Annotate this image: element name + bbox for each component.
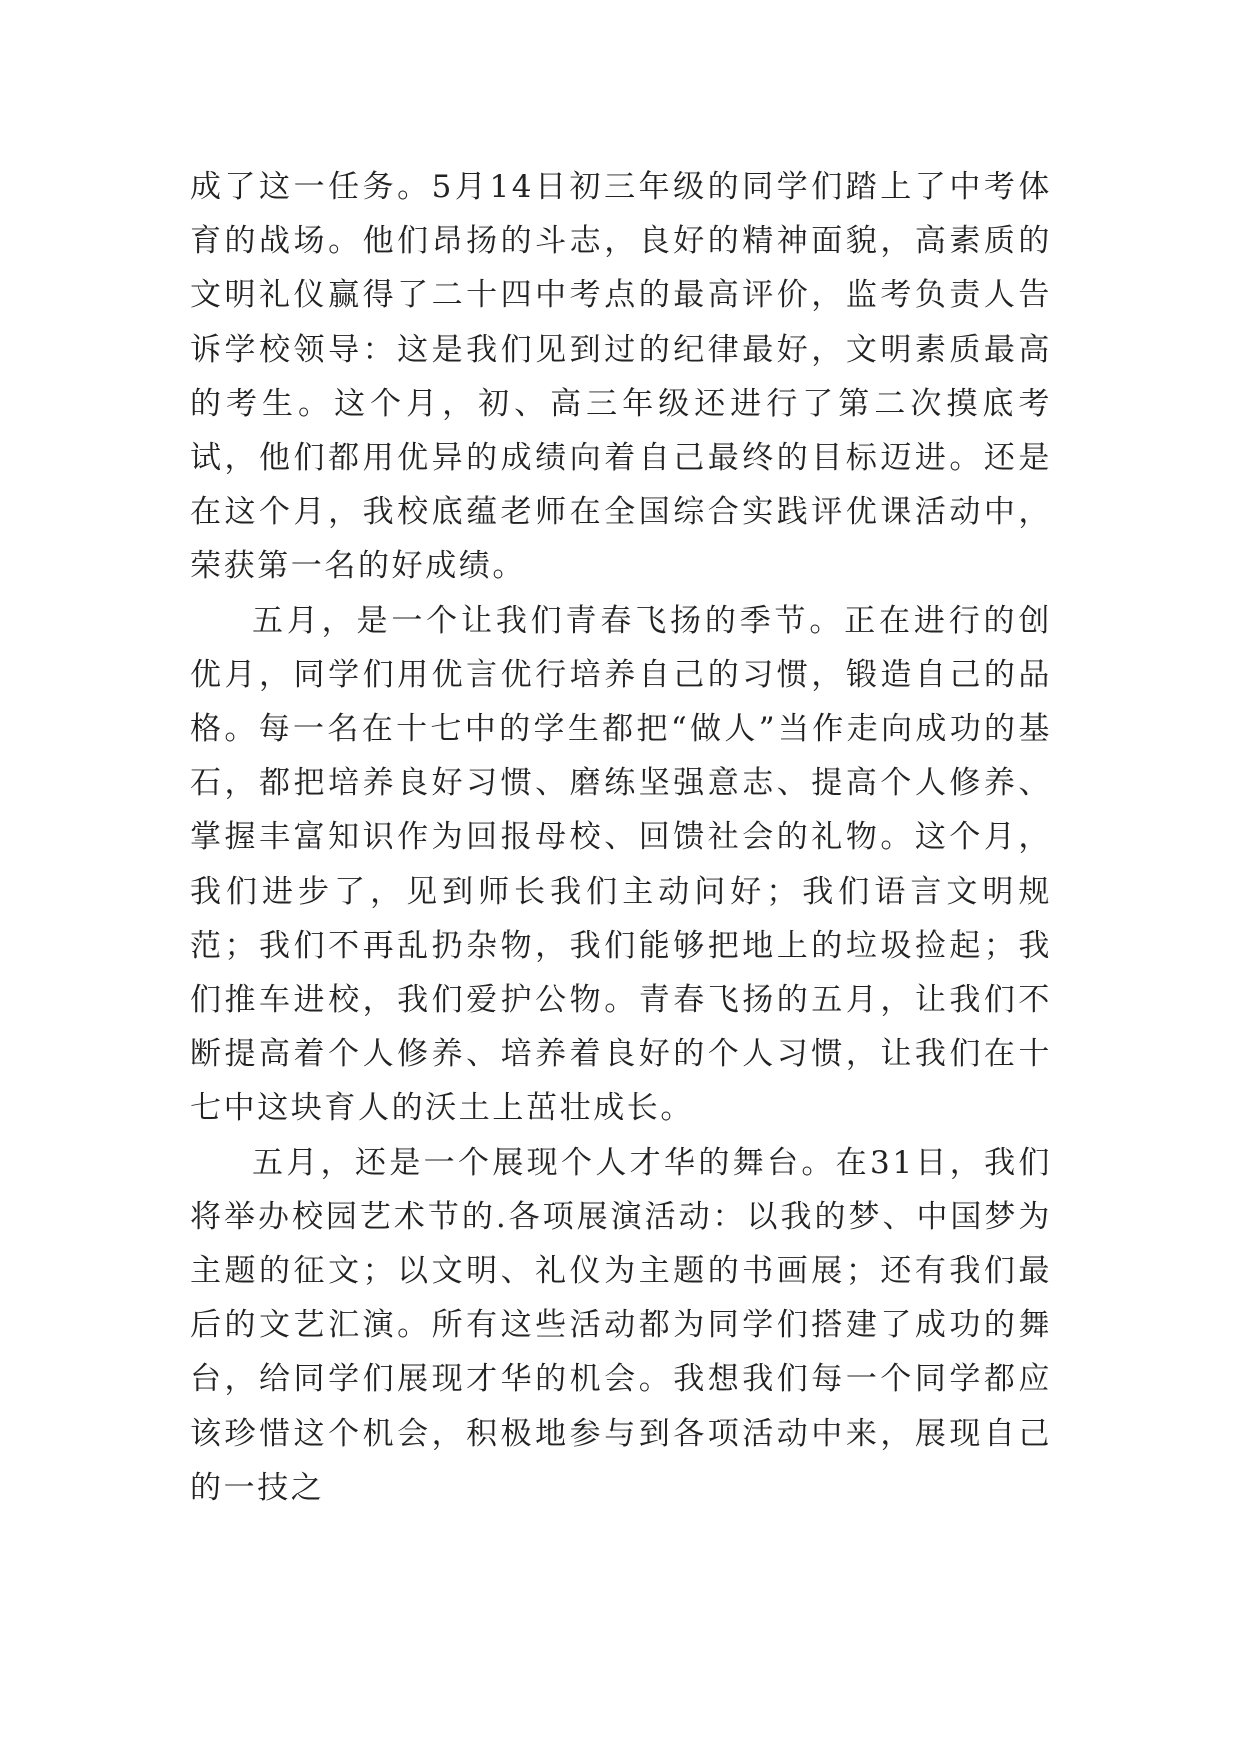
paragraph-talent-stage: 五月，还是一个展现个人才华的舞台。在31日，我们将举办校园艺术节的.各项展演活动：以我的梦、中国梦为主题的征文；以文明、礼仪为主题的书画展；还有我们最后的文艺汇演。所有这些活动都为同学们搭建了成功的舞台，给同学们展现才华的机会。我想我们每一个同学都应该珍惜这个机会，积极地参与到各项活动中来，展现自己的一技之: [190, 1144, 1052, 1506]
document-body: [190, 160, 1052, 1515]
paragraph-continuation: 成了这一任务。5月14日初三年级的同学们踏上了中考体育的战场。他们昂扬的斗志，良好的精神面貌，高素质的文明礼仪赢得了二十四中考点的最高评价，监考负责人告诉学校领导：这是我们见到过的纪律最好，文明素质最高的考生。这个月，初、高三年级还进行了第二次摸底考试，他们都用优异的成绩向着自己最终的目标迈进。还是在这个月，我校底蕴老师在全国综合实践评优课活动中，荣获第一名的好成绩。: [190, 169, 1052, 585]
paragraph-youth-season: 五月，是一个让我们青春飞扬的季节。正在进行的创优月，同学们用优言优行培养自己的习惯，锻造自己的品格。每一名在十七中的学生都把“做人”当作走向成功的基石，都把培养良好习惯、磨练坚强意志、提高个人修养、掌握丰富知识作为回报母校、回馈社会的礼物。这个月，我们进步了，见到师长我们主动问好；我们语言文明规范；我们不再乱扔杂物，我们能够把地上的垃圾捡起；我们推车进校，我们爱护公物。青春飞扬的五月，让我们不断提高着个人修养、培养着良好的个人习惯，让我们在十七中这块育人的沃土上茁壮成长。: [190, 602, 1052, 1127]
